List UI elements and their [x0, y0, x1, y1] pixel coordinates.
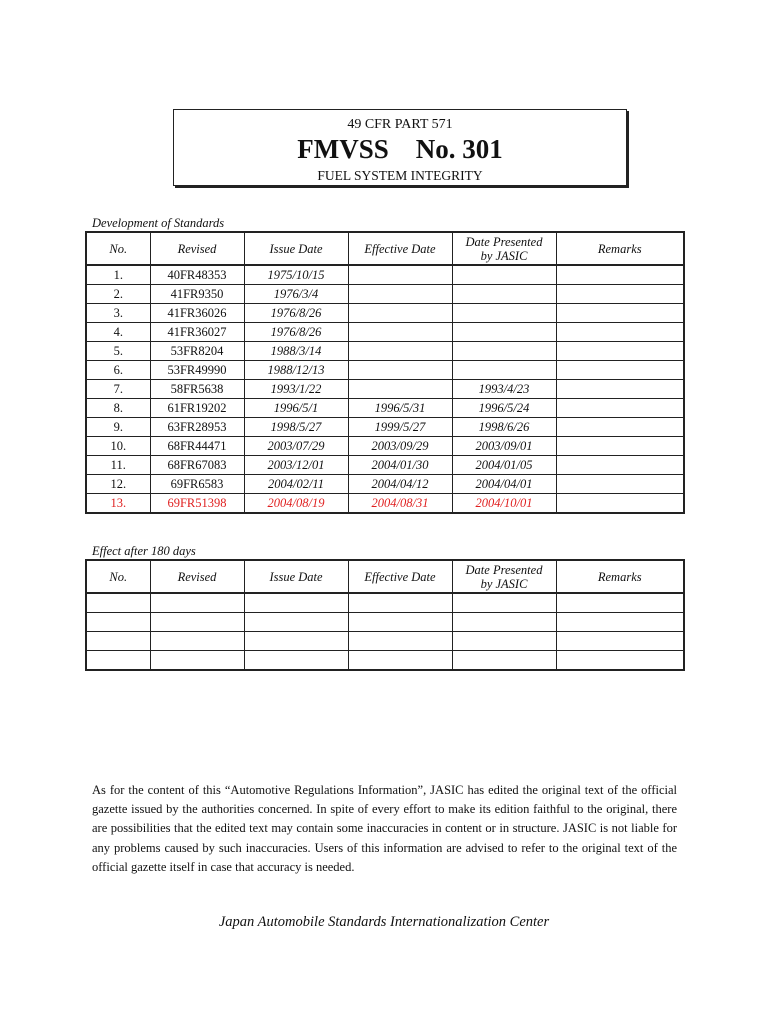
table-cell-no: [86, 632, 150, 651]
table-cell-remarks: [556, 418, 684, 437]
table-cell-issue: 1988/3/14: [244, 342, 348, 361]
column-header: Issue Date: [244, 560, 348, 593]
table-cell-remarks: [556, 456, 684, 475]
column-header: Issue Date: [244, 232, 348, 265]
table-row: [86, 418, 684, 437]
table-row: [86, 475, 684, 494]
table-cell-no: 13.: [86, 494, 150, 514]
table-cell-no: [86, 651, 150, 671]
table-cell-remarks: [556, 361, 684, 380]
table-cell-revised: 69FR51398: [150, 494, 244, 514]
table-cell-no: 4.: [86, 323, 150, 342]
table-row: [86, 613, 684, 632]
table-cell-presented: [452, 361, 556, 380]
table-cell-presented: [452, 265, 556, 285]
table-cell-issue: [244, 613, 348, 632]
table-cell-revised: 68FR67083: [150, 456, 244, 475]
column-header: Remarks: [556, 560, 684, 593]
table-cell-revised: [150, 651, 244, 671]
effect-table-header: [86, 560, 684, 593]
table-cell-revised: 68FR44471: [150, 437, 244, 456]
table-cell-presented: [452, 342, 556, 361]
table-cell-remarks: [556, 475, 684, 494]
table-row: [86, 399, 684, 418]
table-cell-remarks: [556, 342, 684, 361]
column-header: Remarks: [556, 232, 684, 265]
table-cell-issue: [244, 632, 348, 651]
table-cell-issue: 1998/5/27: [244, 418, 348, 437]
table-cell-presented: [452, 304, 556, 323]
table-cell-effective: [348, 593, 452, 613]
table-cell-revised: 53FR49990: [150, 361, 244, 380]
table-cell-no: 10.: [86, 437, 150, 456]
table-header-row: [86, 560, 684, 593]
table-cell-no: 12.: [86, 475, 150, 494]
table-row: [86, 323, 684, 342]
table-cell-presented: [452, 632, 556, 651]
table-cell-remarks: [556, 304, 684, 323]
development-table-body: [86, 265, 684, 513]
table-row: [86, 494, 684, 514]
table-cell-effective: [348, 323, 452, 342]
table-cell-no: 5.: [86, 342, 150, 361]
table-cell-issue: 2004/02/11: [244, 475, 348, 494]
table-cell-revised: 53FR8204: [150, 342, 244, 361]
table-row: [86, 593, 684, 613]
table-cell-revised: 61FR19202: [150, 399, 244, 418]
table-cell-remarks: [556, 593, 684, 613]
table-cell-effective: [348, 342, 452, 361]
title-box: [173, 109, 627, 186]
table-cell-presented: [452, 593, 556, 613]
table-cell-effective: 2004/01/30: [348, 456, 452, 475]
table-row: [86, 651, 684, 671]
table-cell-effective: 1999/5/27: [348, 418, 452, 437]
cfr-part: 49 CFR PART 571: [347, 117, 453, 132]
table-cell-no: 8.: [86, 399, 150, 418]
table-cell-presented: 1993/4/23: [452, 380, 556, 399]
table-cell-presented: [452, 285, 556, 304]
table-row: [86, 285, 684, 304]
table-cell-issue: [244, 651, 348, 671]
column-header: Revised: [150, 560, 244, 593]
table-cell-presented: 2004/01/05: [452, 456, 556, 475]
table-cell-remarks: [556, 494, 684, 514]
table-cell-effective: [348, 380, 452, 399]
effect-caption: Effect after 180 days: [92, 544, 196, 558]
table-row: [86, 380, 684, 399]
table-cell-issue: [244, 593, 348, 613]
table-cell-effective: [348, 613, 452, 632]
table-cell-no: [86, 613, 150, 632]
table-cell-effective: [348, 651, 452, 671]
table-cell-effective: 2003/09/29: [348, 437, 452, 456]
table-cell-effective: 1996/5/31: [348, 399, 452, 418]
table-cell-no: 6.: [86, 361, 150, 380]
table-cell-no: 3.: [86, 304, 150, 323]
table-cell-issue: 2003/12/01: [244, 456, 348, 475]
table-cell-remarks: [556, 437, 684, 456]
table-cell-revised: [150, 632, 244, 651]
table-cell-presented: 1998/6/26: [452, 418, 556, 437]
table-cell-remarks: [556, 651, 684, 671]
table-cell-issue: 1976/8/26: [244, 323, 348, 342]
table-row: [86, 265, 684, 285]
table-cell-effective: 2004/04/12: [348, 475, 452, 494]
table-header-row: [86, 232, 684, 265]
disclaimer-paragraph: As for the content of this “Automotive Regulations Information”, JASIC has edited the original text of the official gazette issued by the authorities concerned. In spite of every effort to make its edition faithful to the original, there are possibilities that the edited text may contain some inaccuracies in content or in structure. JASIC is not liable for any problems caused by such inaccuracies. Users of this information are advised to refer to the original text of the official gazette itself in case that accuracy is needed.: [92, 783, 677, 874]
development-table-header: [86, 232, 684, 265]
table-cell-revised: 40FR48353: [150, 265, 244, 285]
table-cell-issue: 1976/8/26: [244, 304, 348, 323]
column-header: No.: [86, 232, 150, 265]
table-cell-issue: 1988/12/13: [244, 361, 348, 380]
table-cell-issue: 1996/5/1: [244, 399, 348, 418]
table-cell-presented: 2003/09/01: [452, 437, 556, 456]
table-cell-revised: 63FR28953: [150, 418, 244, 437]
column-header: Date Presented by JASIC: [452, 232, 556, 265]
table-cell-issue: 1975/10/15: [244, 265, 348, 285]
table-cell-presented: 2004/04/01: [452, 475, 556, 494]
development-table: [85, 231, 685, 514]
table-row: [86, 437, 684, 456]
table-row: [86, 304, 684, 323]
table-cell-issue: 1976/3/4: [244, 285, 348, 304]
table-cell-presented: [452, 323, 556, 342]
table-cell-effective: [348, 304, 452, 323]
column-header: No.: [86, 560, 150, 593]
table-cell-effective: [348, 361, 452, 380]
table-cell-presented: 1996/5/24: [452, 399, 556, 418]
table-row: [86, 361, 684, 380]
effect-table-body: [86, 593, 684, 670]
table-cell-remarks: [556, 632, 684, 651]
column-header: Effective Date: [348, 560, 452, 593]
table-cell-no: 11.: [86, 456, 150, 475]
effect-table: [85, 559, 685, 671]
table-cell-presented: [452, 613, 556, 632]
column-header: Revised: [150, 232, 244, 265]
table-cell-remarks: [556, 613, 684, 632]
table-cell-revised: 41FR36027: [150, 323, 244, 342]
table-cell-no: [86, 593, 150, 613]
table-row: [86, 632, 684, 651]
table-cell-effective: [348, 285, 452, 304]
table-cell-revised: 41FR9350: [150, 285, 244, 304]
table-row: [86, 342, 684, 361]
standard-subtitle: FUEL SYSTEM INTEGRITY: [317, 168, 483, 183]
table-cell-no: 2.: [86, 285, 150, 304]
table-cell-remarks: [556, 285, 684, 304]
table-cell-issue: 2003/07/29: [244, 437, 348, 456]
table-cell-issue: 2004/08/19: [244, 494, 348, 514]
table-cell-no: 1.: [86, 265, 150, 285]
table-row: [86, 456, 684, 475]
column-header: Date Presented by JASIC: [452, 560, 556, 593]
table-cell-revised: [150, 613, 244, 632]
column-header: Effective Date: [348, 232, 452, 265]
table-cell-presented: 2004/10/01: [452, 494, 556, 514]
table-cell-remarks: [556, 323, 684, 342]
table-cell-effective: [348, 265, 452, 285]
table-cell-presented: [452, 651, 556, 671]
table-cell-remarks: [556, 399, 684, 418]
table-cell-revised: 69FR6583: [150, 475, 244, 494]
table-cell-remarks: [556, 380, 684, 399]
table-cell-revised: 41FR36026: [150, 304, 244, 323]
table-cell-no: 9.: [86, 418, 150, 437]
table-cell-issue: 1993/1/22: [244, 380, 348, 399]
table-cell-revised: 58FR5638: [150, 380, 244, 399]
table-cell-remarks: [556, 265, 684, 285]
table-cell-revised: [150, 593, 244, 613]
table-cell-no: 7.: [86, 380, 150, 399]
standard-title: FMVSS No. 301: [297, 134, 503, 164]
footer-organization: Japan Automobile Standards Internationalization Center: [218, 914, 550, 930]
development-caption: Development of Standards: [92, 216, 225, 230]
table-cell-effective: 2004/08/31: [348, 494, 452, 514]
table-cell-effective: [348, 632, 452, 651]
